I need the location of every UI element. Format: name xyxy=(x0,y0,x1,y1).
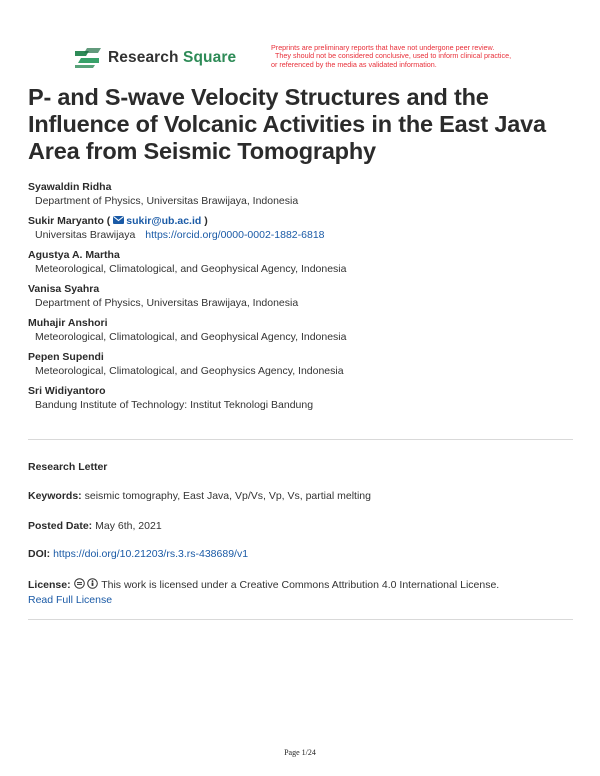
author-affiliation: Department of Physics, Universitas Brawijaya, Indonesia xyxy=(35,297,299,309)
page-header xyxy=(0,0,600,80)
keywords-label: Keywords: xyxy=(28,490,82,502)
author-entry xyxy=(28,214,578,248)
posted-date-row xyxy=(28,519,578,534)
email-paren: ( xyxy=(106,215,111,227)
author-name-with-email xyxy=(28,214,578,228)
read-full-license-link[interactable]: Read Full License xyxy=(28,594,113,606)
author-affiliation: Meteorological, Climatological, and Geophysical Agency, Indonesia xyxy=(35,331,347,343)
envelope-icon xyxy=(113,216,124,224)
research-square-logo[interactable] xyxy=(75,48,236,68)
notice-line-2: They should not be considered conclusive, used to inform clinical practice, xyxy=(275,51,512,61)
keywords-row xyxy=(28,489,578,504)
author-entry xyxy=(28,350,578,384)
doi-label: DOI: xyxy=(28,548,51,560)
research-square-logo-icon xyxy=(75,48,101,68)
author-name: Sukir Maryanto xyxy=(28,215,104,227)
author-name: Syawaldin Ridha xyxy=(28,181,112,193)
creative-commons-icon xyxy=(74,578,85,589)
author-affiliation: Department of Physics, Universitas Brawijaya, Indonesia xyxy=(35,195,299,207)
orcid-link[interactable]: https://orcid.org/0000-0002-1882-6818 xyxy=(145,229,325,241)
license-text: This work is licensed under a Creative Commons Attribution 4.0 International License. xyxy=(101,579,500,591)
email-link[interactable] xyxy=(110,215,201,227)
license-label: License: xyxy=(28,579,71,591)
preprint-notice xyxy=(271,44,533,69)
author-name: Agustya A. Martha xyxy=(28,249,120,261)
author-entry xyxy=(28,282,578,316)
license-row xyxy=(28,578,578,608)
author-entry xyxy=(28,316,578,350)
email-address: sukir@ub.ac.id xyxy=(126,215,202,227)
author-affiliation: Bandung Institute of Technology: Institut Teknologi Bandung xyxy=(35,399,314,411)
paper-title: P- and S-wave Velocity Structures and the Influence of Volcanic Activities in the East Java Area from Seismic Tomography xyxy=(28,84,546,164)
keywords-value: seismic tomography, East Java, Vp/Vs, Vp, Vs, partial melting xyxy=(84,490,371,502)
article-type-label: Research Letter xyxy=(28,461,108,473)
email-paren-close: ) xyxy=(201,215,208,227)
author-affiliation: Meteorological, Climatological, and Geophysical Agency, Indonesia xyxy=(35,263,347,275)
affiliation-text: Universitas Brawijaya xyxy=(35,229,136,241)
author-name: Sri Widiyantoro xyxy=(28,385,106,397)
divider-top xyxy=(28,439,573,440)
divider-bottom xyxy=(28,619,573,620)
logo-wordmark: Research Square xyxy=(108,49,237,66)
attribution-icon xyxy=(87,578,98,589)
author-entry xyxy=(28,384,578,418)
posted-date-value: May 6th, 2021 xyxy=(95,520,162,532)
author-entry xyxy=(28,248,578,282)
author-name: Muhajir Anshori xyxy=(28,317,108,329)
notice-line-1: Preprints are preliminary reports that have not undergone peer review. xyxy=(271,43,495,52)
page-number: Page 1/24 xyxy=(284,748,316,757)
author-name: Pepen Supendi xyxy=(28,351,104,363)
posted-date-label: Posted Date: xyxy=(28,520,93,532)
doi-row xyxy=(28,547,578,562)
doi-link[interactable]: https://doi.org/10.21203/rs.3.rs-438689/v1 xyxy=(53,548,249,560)
author-entry xyxy=(28,180,578,214)
author-affiliation xyxy=(28,228,578,248)
author-affiliation: Meteorological, Climatological, and Geophysics Agency, Indonesia xyxy=(35,365,344,377)
author-name: Vanisa Syahra xyxy=(28,283,100,295)
author-list xyxy=(28,180,578,418)
article-type xyxy=(28,460,578,475)
notice-line-3: or referenced by the media as validated information. xyxy=(271,59,437,69)
